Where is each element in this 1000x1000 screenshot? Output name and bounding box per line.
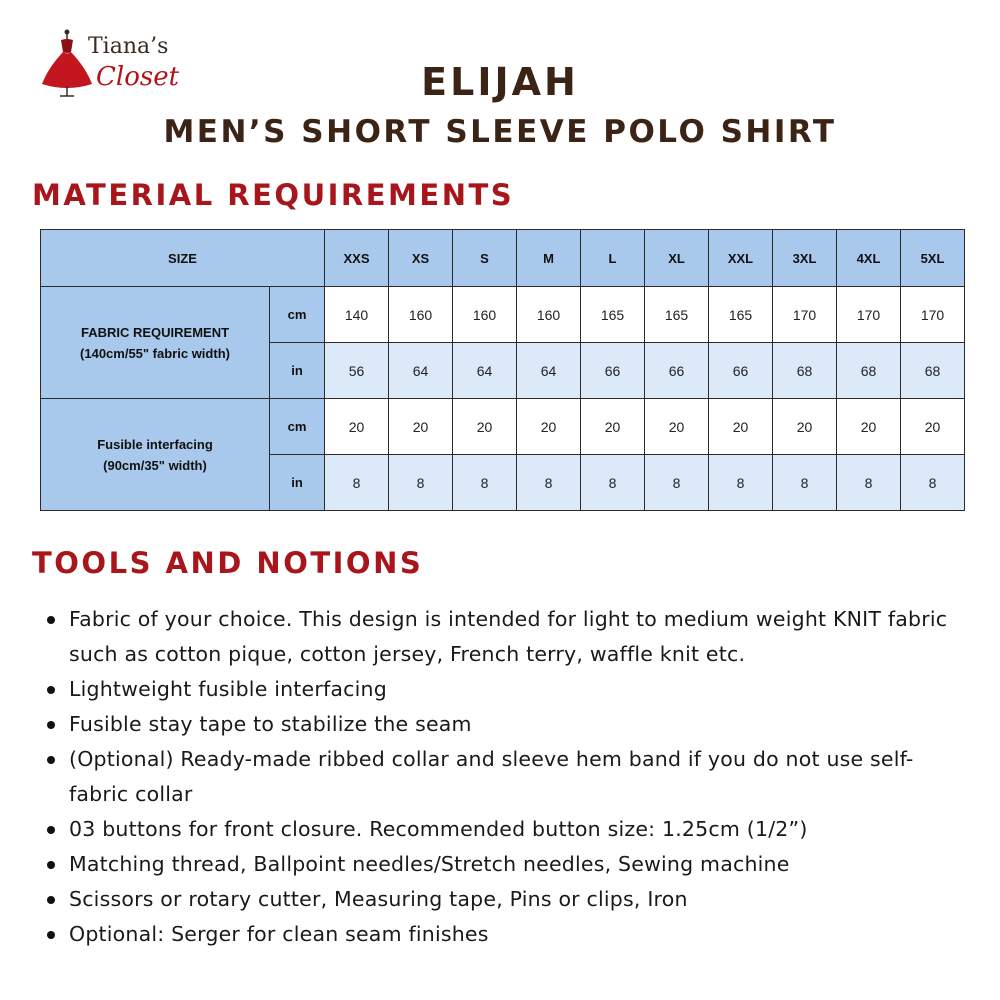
unit-label: cm	[270, 287, 325, 343]
table-cell: 20	[453, 399, 517, 455]
table-cell: 20	[645, 399, 709, 455]
row-label-line1: Fusible interfacing	[97, 436, 213, 452]
unit-label: in	[270, 455, 325, 511]
material-requirements-heading: MATERIAL REQUIREMENTS	[32, 178, 515, 212]
table-row	[41, 399, 965, 455]
list-item: Matching thread, Ballpoint needles/Stretch needles, Sewing machine	[40, 847, 960, 882]
logo-text-closet: Closet	[96, 62, 180, 92]
table-cell: 160	[453, 287, 517, 343]
table-cell: 8	[645, 455, 709, 511]
table-cell: 165	[709, 287, 773, 343]
table-cell: 8	[773, 455, 837, 511]
size-header: XS	[389, 230, 453, 287]
unit-label: cm	[270, 399, 325, 455]
list-item: (Optional) Ready-made ribbed collar and sleeve hem band if you do not use self-fabric collar	[40, 742, 960, 812]
table-cell: 66	[645, 343, 709, 399]
size-header-label: SIZE	[41, 230, 325, 287]
table-row	[41, 287, 965, 343]
table-cell: 20	[325, 399, 389, 455]
tools-list	[40, 602, 960, 952]
size-header: XXL	[709, 230, 773, 287]
table-cell: 8	[517, 455, 581, 511]
table-cell: 68	[837, 343, 901, 399]
fusible-interfacing-label	[41, 399, 270, 511]
page-title: ELIJAH	[421, 60, 579, 104]
size-header: S	[453, 230, 517, 287]
table-cell: 64	[389, 343, 453, 399]
table-cell: 66	[709, 343, 773, 399]
table-cell: 20	[773, 399, 837, 455]
size-header: XXS	[325, 230, 389, 287]
table-cell: 20	[837, 399, 901, 455]
material-requirements-table	[40, 229, 965, 511]
logo-text-tianas: Tiana’s	[88, 34, 169, 59]
size-header: 5XL	[901, 230, 965, 287]
size-header-row	[41, 230, 965, 287]
table-cell: 170	[837, 287, 901, 343]
list-item: Lightweight fusible interfacing	[40, 672, 960, 707]
row-label-line2: (90cm/35" width)	[103, 457, 207, 473]
row-label-line2: (140cm/55" fabric width)	[80, 345, 230, 361]
table-cell: 165	[581, 287, 645, 343]
table-cell: 8	[837, 455, 901, 511]
table-cell: 160	[389, 287, 453, 343]
list-item: Fabric of your choice. This design is intended for light to medium weight KNIT fabric such as cotton pique, cotton jersey, French terry, waffle knit etc.	[40, 602, 960, 672]
size-header: M	[517, 230, 581, 287]
list-item: Scissors or rotary cutter, Measuring tape, Pins or clips, Iron	[40, 882, 960, 917]
table-cell: 68	[901, 343, 965, 399]
table-cell: 64	[453, 343, 517, 399]
list-item: 03 buttons for front closure. Recommended button size: 1.25cm (1/2”)	[40, 812, 960, 847]
table-cell: 8	[325, 455, 389, 511]
table-cell: 8	[581, 455, 645, 511]
page-subtitle: MEN’S SHORT SLEEVE POLO SHIRT	[163, 114, 837, 150]
table-cell: 20	[709, 399, 773, 455]
table-cell: 8	[453, 455, 517, 511]
tools-and-notions-heading: TOOLS AND NOTIONS	[32, 546, 424, 580]
table-cell: 56	[325, 343, 389, 399]
table-cell: 170	[773, 287, 837, 343]
size-header: 4XL	[837, 230, 901, 287]
size-header: L	[581, 230, 645, 287]
table-cell: 170	[901, 287, 965, 343]
table-cell: 165	[645, 287, 709, 343]
table-cell: 20	[517, 399, 581, 455]
size-header: XL	[645, 230, 709, 287]
unit-label: in	[270, 343, 325, 399]
table-cell: 140	[325, 287, 389, 343]
table-cell: 160	[517, 287, 581, 343]
table-cell: 20	[901, 399, 965, 455]
table-cell: 8	[709, 455, 773, 511]
list-item: Fusible stay tape to stabilize the seam	[40, 707, 960, 742]
fabric-requirement-label	[41, 287, 270, 399]
list-item: Optional: Serger for clean seam finishes	[40, 917, 960, 952]
table-cell: 68	[773, 343, 837, 399]
size-header: 3XL	[773, 230, 837, 287]
table-cell: 8	[901, 455, 965, 511]
row-label-line1: FABRIC REQUIREMENT	[80, 324, 230, 340]
table-cell: 66	[581, 343, 645, 399]
table-cell: 20	[581, 399, 645, 455]
table-cell: 64	[517, 343, 581, 399]
table-cell: 8	[389, 455, 453, 511]
table-cell: 20	[389, 399, 453, 455]
